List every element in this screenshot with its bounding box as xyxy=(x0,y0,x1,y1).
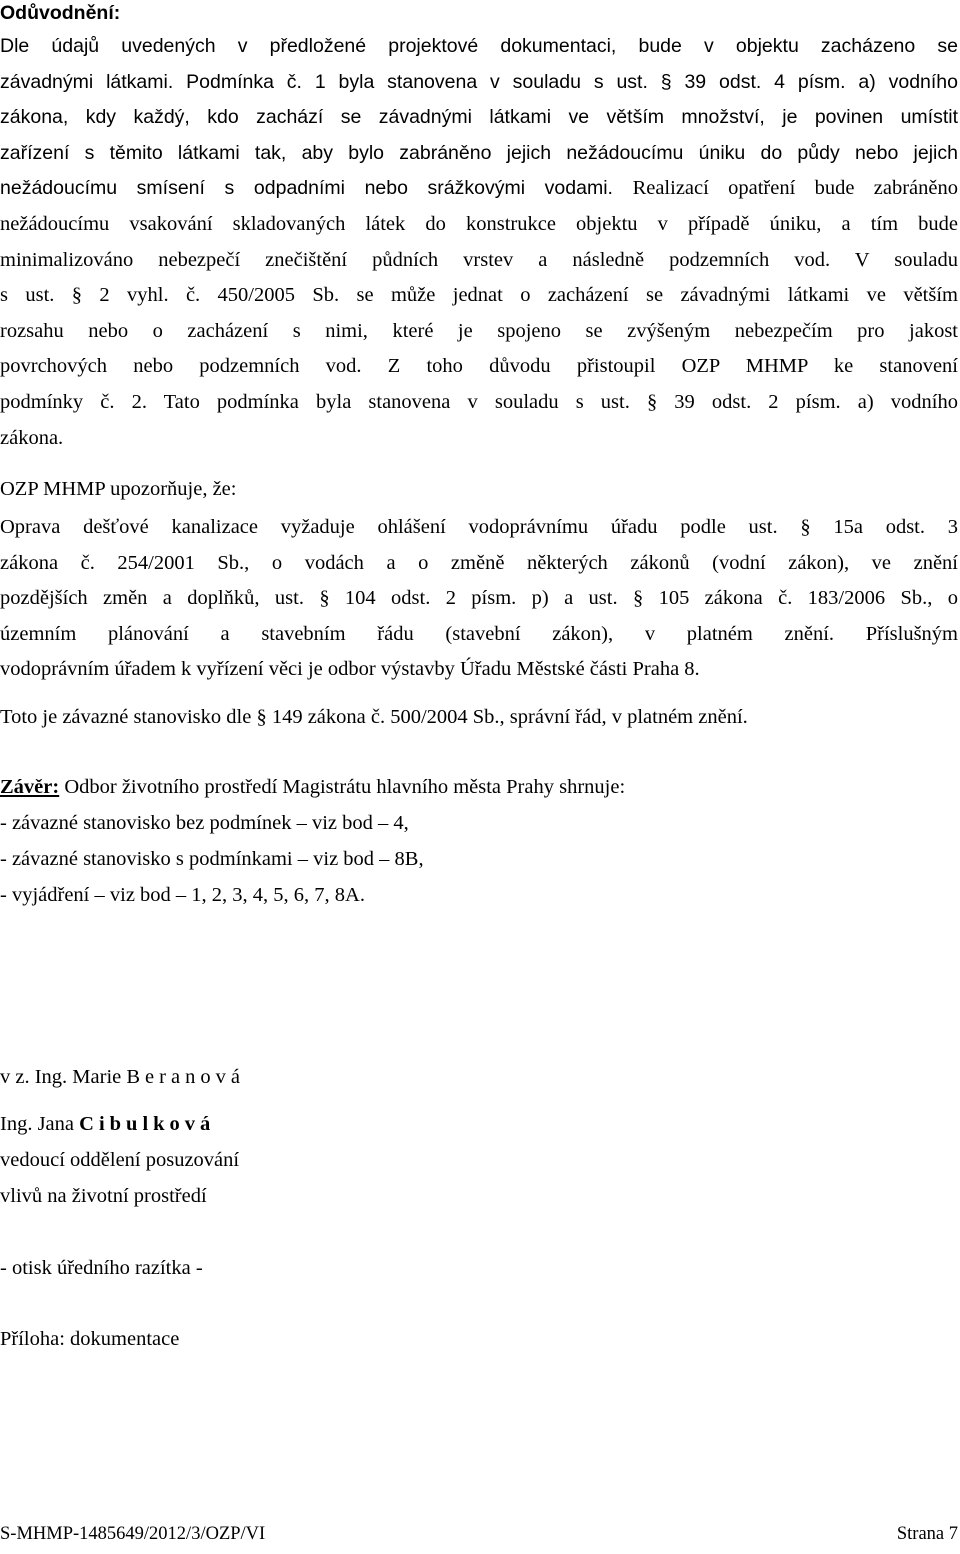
justification-paragraph-cont xyxy=(0,207,958,456)
justification-heading: Odůvodnění: xyxy=(0,2,121,24)
justification-line: nežádoucímu vsakování skladovaných látek do konstrukce objektu v případě úniku, a tím bude xyxy=(0,213,958,235)
notice-paragraph xyxy=(0,510,958,688)
justification-line: podmínky č. 2. Tato podmínka byla stanovena v souladu s ust. § 39 odst. 2 písm. a) vodního xyxy=(0,390,958,413)
signature-on-behalf xyxy=(0,1066,245,1089)
binding-statement: Toto je závazné stanovisko dle § 149 zákona č. 500/2004 Sb., správní řád, v platném znění. xyxy=(0,706,748,728)
signature-name xyxy=(0,1113,215,1136)
justification-line: rozsahu nebo o zacházení s nimi, které je spojeno se zvýšeným nebezpečím pro jakost xyxy=(0,319,958,342)
notice-line: zákona č. 254/2001 Sb., o vodách a o změně některých zákonů (vodní zákon), ve znění xyxy=(0,551,958,574)
signature-name-surname: Cibulková xyxy=(79,1113,216,1135)
conclusion-item: - závazné stanovisko bez podmínek – viz bod – 4, xyxy=(0,812,409,834)
notice-line: územním plánování a stavebním řádu (stavební zákon), v platném znění. Příslušným xyxy=(0,622,958,645)
attachment-note: Příloha: dokumentace xyxy=(0,1328,180,1350)
signature-on-behalf-surname: Beranová xyxy=(126,1066,245,1088)
conclusion-text: Odbor životního prostředí Magistrátu hlavního města Prahy shrnuje: xyxy=(59,776,626,798)
notice-intro: OZP MHMP upozorňuje, že: xyxy=(0,478,237,500)
justification-line-part: Realizací opatření bude zabráněno xyxy=(632,177,958,199)
justification-line: povrchových nebo podzemních vod. Z toho důvodu přistoupil OZP MHMP ke stanovení xyxy=(0,355,958,378)
footer-page-number: Strana 7 xyxy=(896,1524,958,1544)
justification-line: minimalizováno nebezpečí znečištění půdních vrstev a následně podzemních vod. V souladu xyxy=(0,248,958,271)
justification-line: Dle údajů uvedených v předložené projektové dokumentaci, bude v objektu zacházeno se xyxy=(0,35,958,57)
conclusion-item: - vyjádření – viz bod – 1, 2, 3, 4, 5, 6, 7, 8A. xyxy=(0,884,365,906)
signature-name-prefix: Ing. Jana xyxy=(0,1113,80,1135)
justification-line: s ust. § 2 vyhl. č. 450/2005 Sb. se může jednat o zacházení se závadnými látkami ve větším xyxy=(0,284,958,307)
signature-on-behalf-prefix: v z. Ing. Marie xyxy=(0,1066,127,1088)
justification-paragraph xyxy=(0,29,958,207)
justification-line: zákona, kdy každý, kdo zachází se závadnými látkami ve větším množství, je povinen umístit xyxy=(0,106,958,128)
justification-line-mixed xyxy=(0,171,958,207)
notice-line: pozdějších změn a doplňků, ust. § 104 odst. 2 písm. p) a ust. § 105 zákona č. 183/2006 Sb., o xyxy=(0,587,958,610)
signature-title-line: vedoucí oddělení posuzování xyxy=(0,1149,240,1171)
stamp-note: - otisk úředního razítka - xyxy=(0,1257,203,1279)
justification-line: zařízení s těmito látkami tak, aby bylo zabráněno jejich nežádoucímu úniku do půdy nebo jejich xyxy=(0,141,958,164)
justification-line: závadnými látkami. Podmínka č. 1 byla stanovena v souladu s ust. § 39 odst. 4 písm. a) vodního xyxy=(0,70,958,93)
footer-reference: S-MHMP-1485649/2012/3/OZP/VI xyxy=(0,1524,266,1544)
conclusion-heading xyxy=(0,776,625,799)
justification-line-part: nežádoucímu smísení s odpadními nebo srážkovými vodami. xyxy=(0,177,613,199)
conclusion-item: - závazné stanovisko s podmínkami – viz bod – 8B, xyxy=(0,848,424,870)
signature-title-line: vlivů na životní prostředí xyxy=(0,1185,207,1207)
notice-line: vodoprávním úřadem k vyřízení věci je odbor výstavby Úřadu Městské části Praha 8. xyxy=(0,658,700,681)
conclusion-label: Závěr: xyxy=(0,776,60,798)
notice-line: Oprava dešťové kanalizace vyžaduje ohlášení vodoprávnímu úřadu podle ust. § 15a odst. 3 xyxy=(0,516,958,538)
justification-line: zákona. xyxy=(0,426,64,449)
